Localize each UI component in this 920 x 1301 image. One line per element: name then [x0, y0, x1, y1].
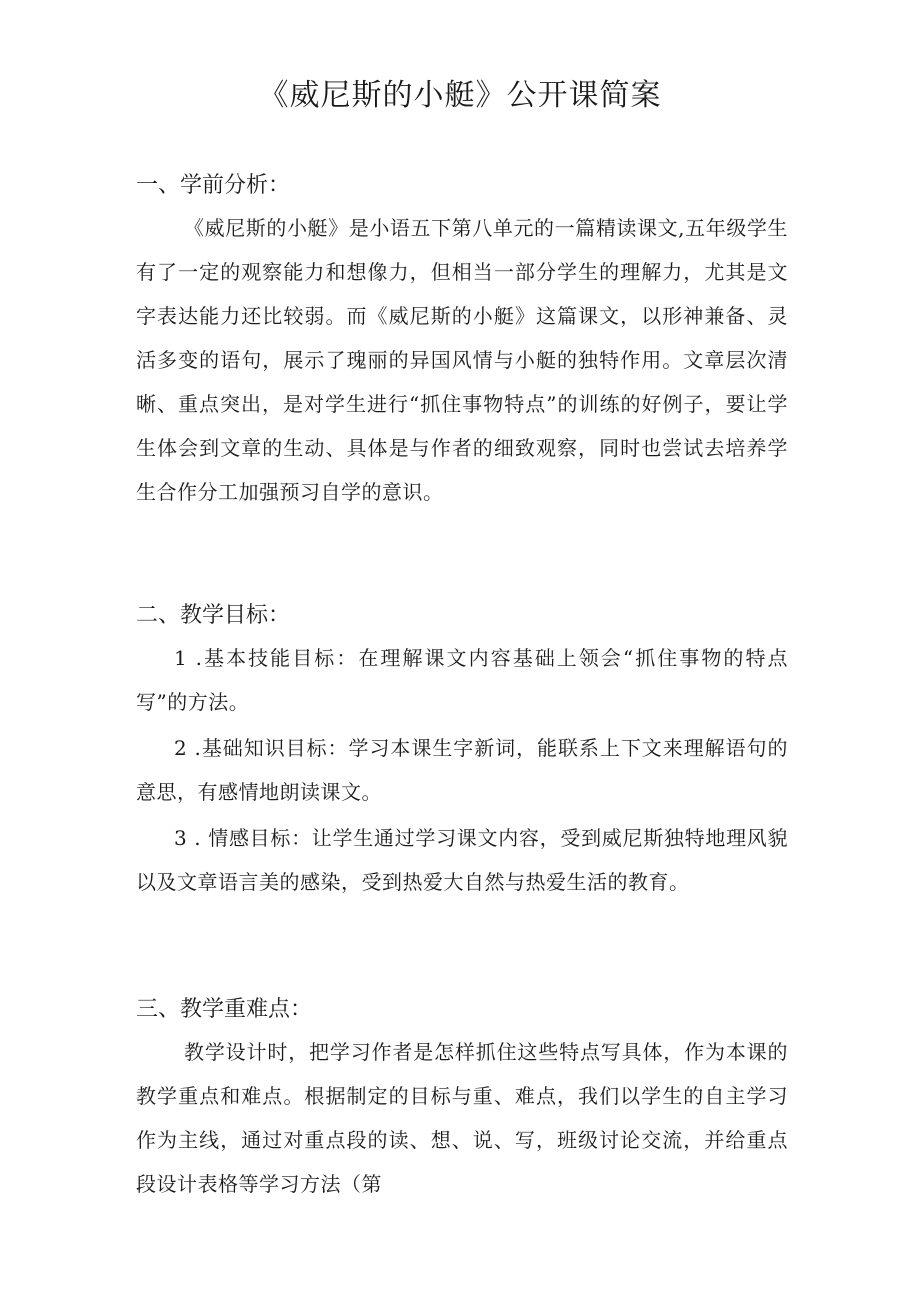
- section-teaching-goals: [136, 600, 788, 904]
- section-paragraph: 《威尼斯的小艇》是小语五下第八单元的一篇精读课文,五年级学生有了一定的观察能力和想像力，但相当一部分学生的理解力，尤其是文字表达能力还比较弱。而《威尼斯的小艇》这篇课文，以形神兼备、灵活多变的语句，展示了瑰丽的异国风情与小艇的独特作用。文章层次清晰、重点突出，是对学生进行“抓住事物特点”的训练的好例子，要让学生体会到文章的生动、具体是与作者的细致观察，同时也尝试去培养学生合作分工加强预习自学的意识。: [136, 216, 788, 504]
- section-pre-analysis: [136, 170, 788, 514]
- section-key-difficulties: [136, 994, 788, 1206]
- goal-knowledge: 2 .基础知识目标：学习本课生字新词，能联系上下文来理解语句的意思，有感情地朗读课文。: [136, 736, 788, 804]
- section-heading: 三、教学重难点：: [136, 996, 313, 1021]
- section-paragraph: 教学设计时，把学习作者是怎样抓住这些特点写具体，作为本课的教学重点和难点。根据制定的目标与重、难点，我们以学生的自主学习作为主线，通过对重点段的读、想、说、写，班级讨论交流，并给重点段设计表格等学习方法（第: [136, 1040, 788, 1196]
- goal-emotion: 3 . 情感目标：让学生通过学习课文内容，受到威尼斯独特地理风貌以及文章语言美的感染，受到热爱大自然与热爱生活的教育。: [136, 826, 788, 894]
- section-heading: 二、教学目标：: [136, 602, 291, 627]
- goal-skill: 1 .基本技能目标：在理解课文内容基础上领会“抓住事物的特点写”的方法。: [136, 646, 788, 714]
- section-heading: 一、学前分析：: [136, 172, 291, 197]
- document-title: 《威尼斯的小艇》公开课简案: [258, 79, 662, 112]
